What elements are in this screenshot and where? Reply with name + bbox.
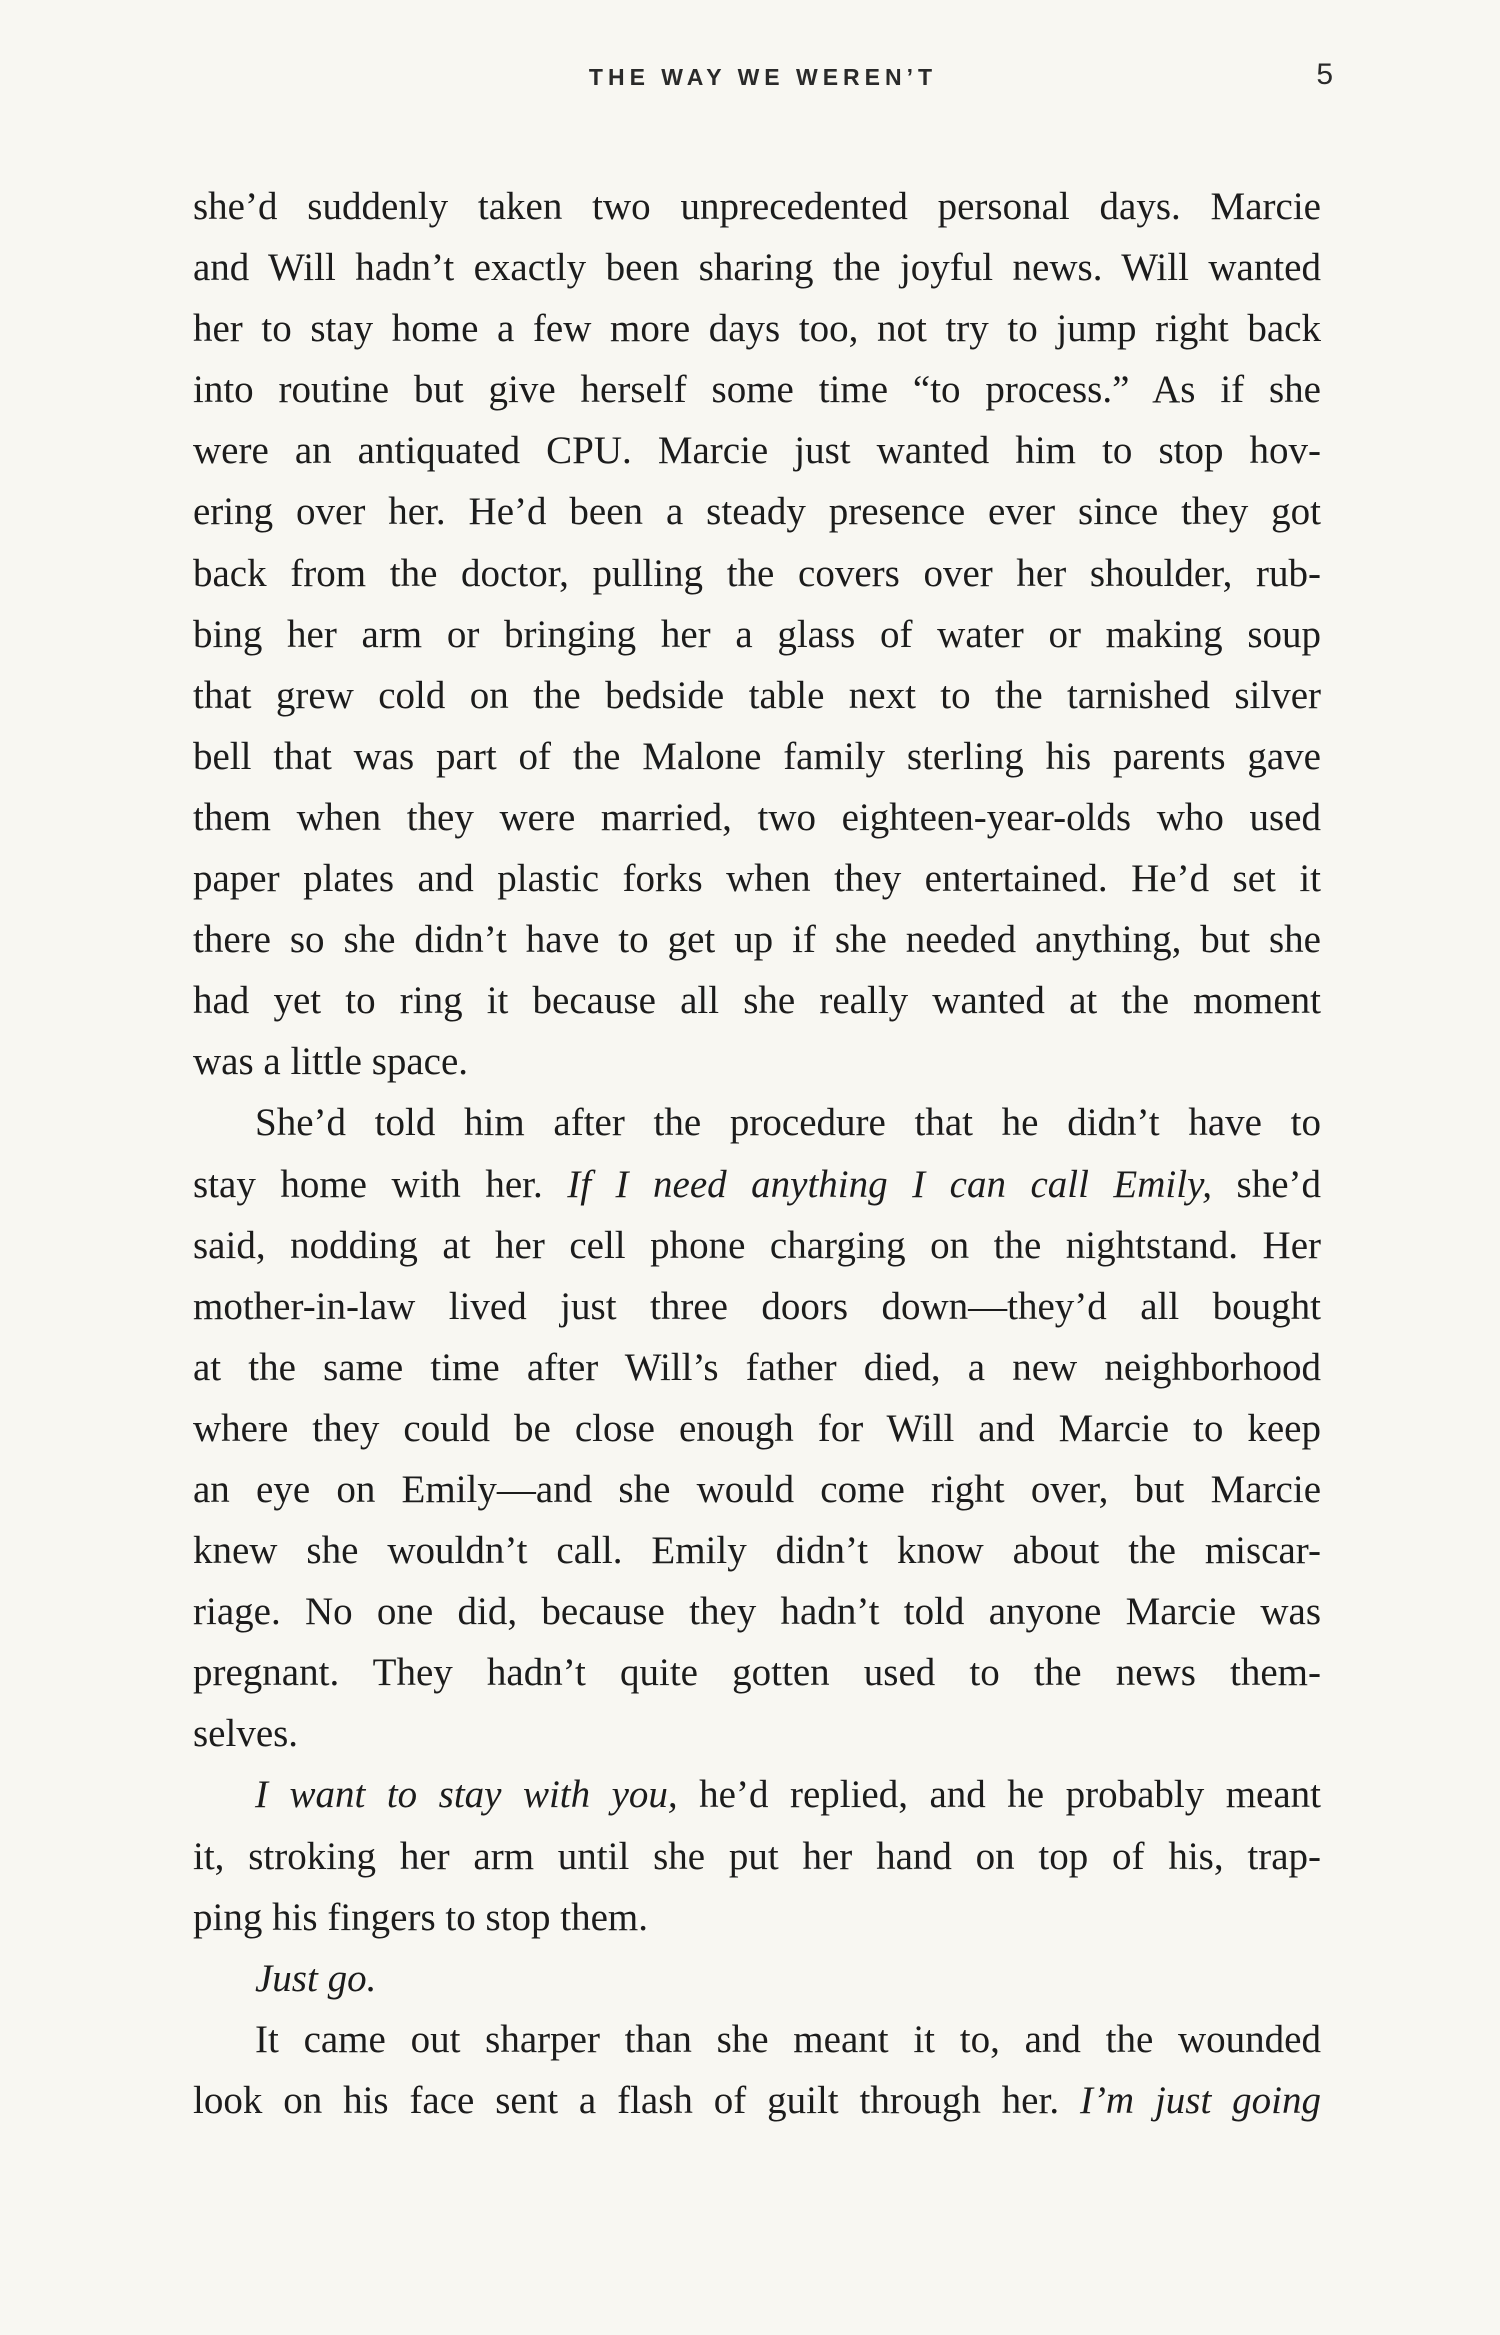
- text-line: paper plates and plastic forks when they entertained. He’d set it: [193, 857, 1321, 901]
- text-line: She’d told him after the procedure that he didn’t have to: [255, 1101, 1321, 1145]
- text-segment: look on his face sent a flash of guilt through her.: [193, 2078, 1080, 2122]
- text-line: It came out sharper than she meant it to, and the wounded: [255, 2017, 1321, 2061]
- text-line: there so she didn’t have to get up if she needed anything, but she: [193, 918, 1321, 962]
- text-segment: stay home with her.: [193, 1162, 568, 1206]
- text-line: and Will hadn’t exactly been sharing the joyful news. Will wanted: [193, 246, 1321, 290]
- text-line: bell that was part of the Malone family sterling his parents gave: [193, 734, 1321, 778]
- text-line: [193, 2070, 1321, 2131]
- text-line: at the same time after Will’s father died, a new neighborhood: [193, 1345, 1321, 1389]
- text-line: ering over her. He’d been a steady presence ever since they got: [193, 490, 1321, 534]
- text-line: back from the doctor, pulling the covers over her shoulder, rub-: [193, 551, 1321, 595]
- text-line: where they could be close enough for Will and Marcie to keep: [193, 1406, 1321, 1450]
- text-line: [193, 1154, 1321, 1215]
- text-line: her to stay home a few more days too, not try to jump right back: [193, 307, 1321, 351]
- text-line: ping his fingers to stop them.: [193, 1895, 648, 1939]
- text-line: Just go.: [255, 1956, 377, 2000]
- text-line: that grew cold on the bedside table next to the tarnished silver: [193, 673, 1321, 717]
- text-line: selves.: [193, 1712, 299, 1756]
- page-header: [193, 58, 1333, 98]
- running-head: THE WAY WE WEREN’T: [588, 64, 938, 90]
- italic-text: I’m just going: [1079, 2078, 1322, 2122]
- text-line: riage. No one did, because they hadn’t told anyone Marcie was: [193, 1590, 1321, 1634]
- text-line: [193, 1764, 1321, 1825]
- text-line: was a little space.: [193, 1040, 469, 1084]
- text-line: had yet to ring it because all she really wanted at the moment: [193, 979, 1321, 1023]
- italic-text: I want to stay with you,: [255, 1773, 678, 1817]
- text-segment: he’d replied, and he probably meant: [677, 1773, 1321, 1817]
- text-line: it, stroking her arm until she put her hand on top of his, trap-: [193, 1834, 1321, 1878]
- text-line: were an antiquated CPU. Marcie just wanted him to stop hov-: [193, 429, 1321, 473]
- text-line: knew she wouldn’t call. Emily didn’t know about the miscar-: [193, 1529, 1321, 1573]
- body-text: [193, 176, 1321, 2131]
- page-number: 5: [1316, 58, 1333, 91]
- text-line: them when they were married, two eighteen-year-olds who used: [193, 795, 1321, 839]
- text-line: an eye on Emily—and she would come right over, but Marcie: [193, 1467, 1321, 1511]
- text-line: said, nodding at her cell phone charging on the nightstand. Her: [193, 1223, 1321, 1267]
- italic-text: If I need anything I can call Emily,: [567, 1162, 1213, 1206]
- text-line: pregnant. They hadn’t quite gotten used to the news them-: [193, 1651, 1321, 1695]
- text-line: she’d suddenly taken two unprecedented personal days. Marcie: [193, 185, 1321, 228]
- text-segment: she’d: [1212, 1162, 1321, 1206]
- text-line: mother-in-law lived just three doors down—they’d all bought: [193, 1284, 1321, 1328]
- text-line: into routine but give herself some time “to process.” As if she: [193, 368, 1321, 412]
- text-line: bing her arm or bringing her a glass of water or making soup: [193, 612, 1321, 656]
